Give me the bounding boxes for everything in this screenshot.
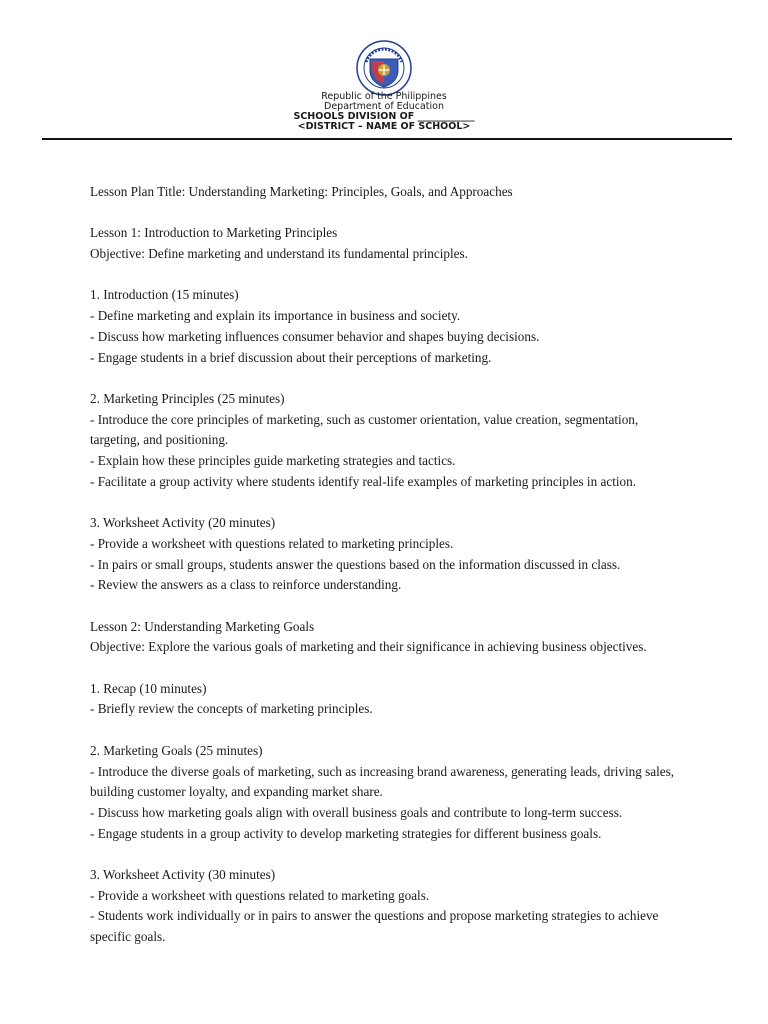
list-item: - Introduce the diverse goals of marketing, such as increasing brand awareness, generating leads, driving sales, building customer loyalty, and expanding market share. [90,763,675,800]
lesson2-sec2-heading: 2. Marketing Goals (25 minutes) [90,742,263,758]
deped-seal-icon [356,40,412,96]
document-body [90,182,690,948]
lesson2-objective: Objective: Explore the various goals of marketing and their significance in achieving business objectives. [90,639,647,655]
list-item: - Review the answers as a class to reinforce understanding. [90,577,402,593]
list-item: - Provide a worksheet with questions related to marketing goals. [90,887,430,903]
list-item: - Explain how these principles guide marketing strategies and tactics. [90,453,456,469]
lesson2-sec3-heading: 3. Worksheet Activity (30 minutes) [90,867,276,883]
lesson-plan-title: Lesson Plan Title: Understanding Marketing: Principles, Goals, and Approaches [90,184,513,199]
list-item: - Students work individually or in pairs to answer the questions and propose marketing strategies to achieve specific goals. [90,908,659,945]
list-item: - Facilitate a group activity where students identify real-life examples of marketing principles in action. [90,473,636,489]
list-item: - Provide a worksheet with questions related to marketing principles. [90,535,454,551]
header-divider [42,138,732,140]
list-item: - Engage students in a group activity to develop marketing strategies for different business goals. [90,825,602,841]
header-division: SCHOOLS DIVISION OF ____________ [293,111,475,122]
list-item: - Engage students in a brief discussion about their perceptions of marketing. [90,349,492,365]
document-header [0,92,768,132]
header-republic: Republic of the Philippines [321,91,447,102]
header-department: Department of Education [324,101,444,112]
list-item: - Introduce the core principles of marketing, such as customer orientation, value creation, segmentation, targeting, and positioning. [90,411,639,448]
list-item: - Discuss how marketing goals align with overall business goals and contribute to long-term success. [90,804,623,820]
lesson1-sec2-heading: 2. Marketing Principles (25 minutes) [90,390,285,406]
list-item: - Briefly review the concepts of marketing principles. [90,701,373,717]
list-item: - Discuss how marketing influences consumer behavior and shapes buying decisions. [90,328,540,344]
lesson2-heading: Lesson 2: Understanding Marketing Goals [90,618,315,634]
header-school: <DISTRICT – NAME OF SCHOOL> [297,121,471,132]
list-item: - Define marketing and explain its importance in business and society. [90,308,461,324]
lesson1-sec1-heading: 1. Introduction (15 minutes) [90,287,239,303]
lesson1-sec3-heading: 3. Worksheet Activity (20 minutes) [90,515,276,531]
lesson1-heading: Lesson 1: Introduction to Marketing Principles [90,225,338,241]
lesson2-sec1-heading: 1. Recap (10 minutes) [90,680,207,696]
lesson1-objective: Objective: Define marketing and understand its fundamental principles. [90,246,468,262]
list-item: - In pairs or small groups, students answer the questions based on the information discussed in class. [90,556,621,572]
